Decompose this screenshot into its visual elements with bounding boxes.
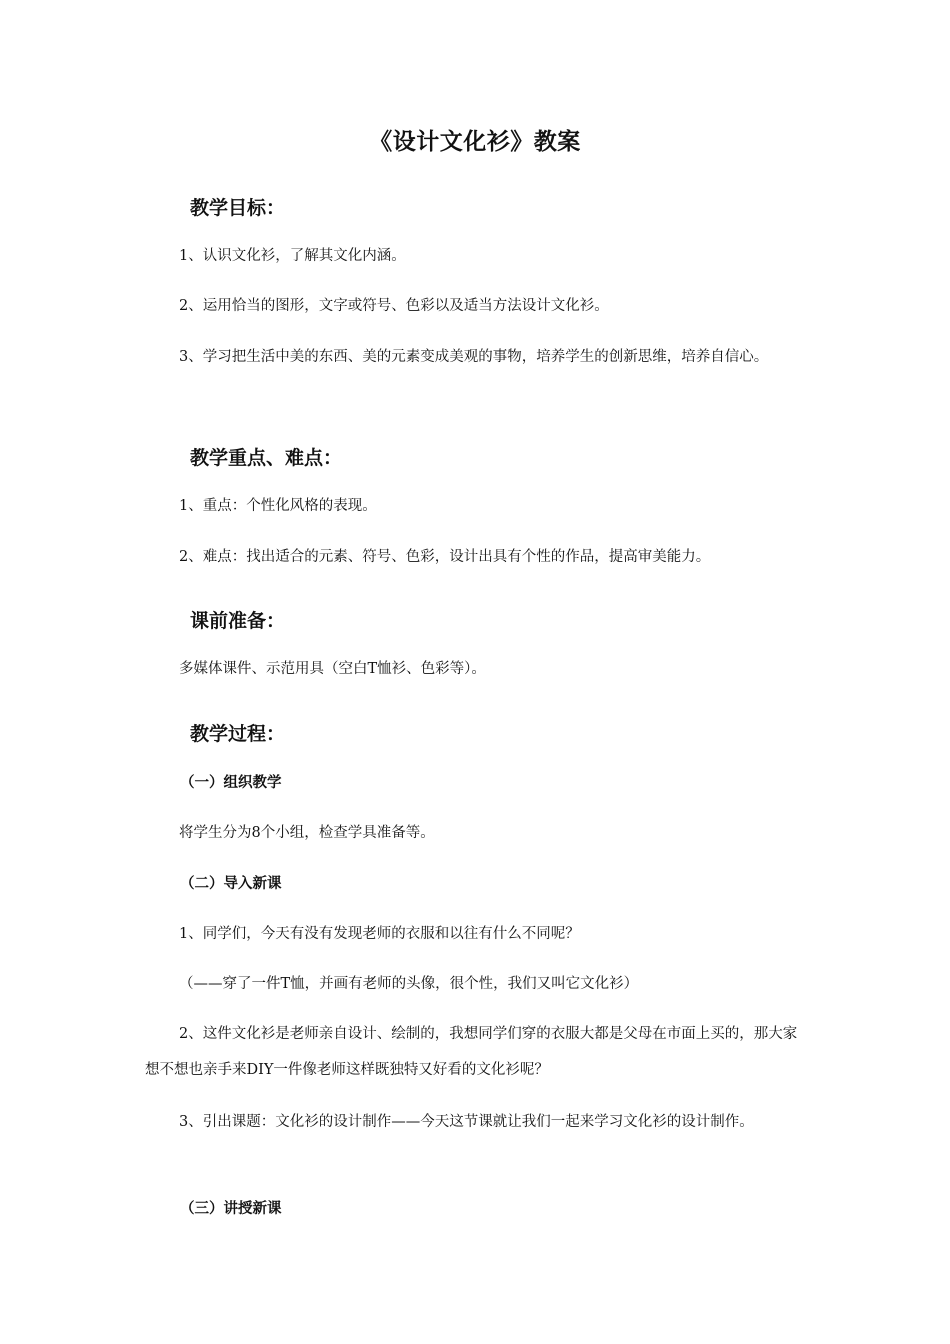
section-heading-teach: （三）讲授新课 bbox=[180, 1201, 282, 1217]
section-intro-item-4: 3、引出课题：文化衫的设计制作——今天这节课就让我们一起来学习文化衫的设计制作。 bbox=[179, 1114, 754, 1130]
objective-item-3: 3、学习把生活中美的东西、美的元素变成美观的事物，培养学生的创新思维，培养自信心。 bbox=[179, 349, 769, 365]
objective-item-2: 2、运用恰当的图形，文字或符号、色彩以及适当方法设计文化衫。 bbox=[179, 298, 609, 314]
section-heading-intro: （二）导入新课 bbox=[180, 876, 282, 892]
key-point-item-1: 1、重点：个性化风格的表现。 bbox=[179, 498, 377, 514]
section-intro-item-2: （——穿了一件T恤，并画有老师的头像，很个性，我们又叫它文化衫） bbox=[179, 976, 639, 992]
page-title: 《设计文化衫》教案 bbox=[369, 129, 581, 155]
objective-item-1: 1、认识文化衫，了解其文化内涵。 bbox=[179, 248, 406, 264]
key-points-heading: 教学重点、难点： bbox=[190, 447, 343, 469]
section-intro-item-1: 1、同学们，今天有没有发现老师的衣服和以往有什么不同呢？ bbox=[179, 926, 580, 942]
process-heading: 教学过程： bbox=[190, 723, 286, 745]
section-organize-item-1: 将学生分为8个小组，检查学具准备等。 bbox=[179, 825, 435, 841]
section-intro-item-3: 2、这件文化衫是老师亲自设计、绘制的，我想同学们穿的衣服大都是父母在市面上买的，那大家想不想也亲手来DIY一件像老师这样既独特又好看的文化衫呢？ bbox=[145, 1026, 798, 1078]
preparation-heading: 课前准备： bbox=[190, 610, 286, 632]
objectives-heading: 教学目标： bbox=[190, 197, 286, 219]
preparation-text: 多媒体课件、示范用具（空白T恤衫、色彩等）。 bbox=[179, 661, 486, 677]
key-point-item-2: 2、难点：找出适合的元素、符号、色彩，设计出具有个性的作品，提高审美能力。 bbox=[179, 549, 711, 565]
section-heading-organize: （一）组织教学 bbox=[180, 775, 282, 791]
